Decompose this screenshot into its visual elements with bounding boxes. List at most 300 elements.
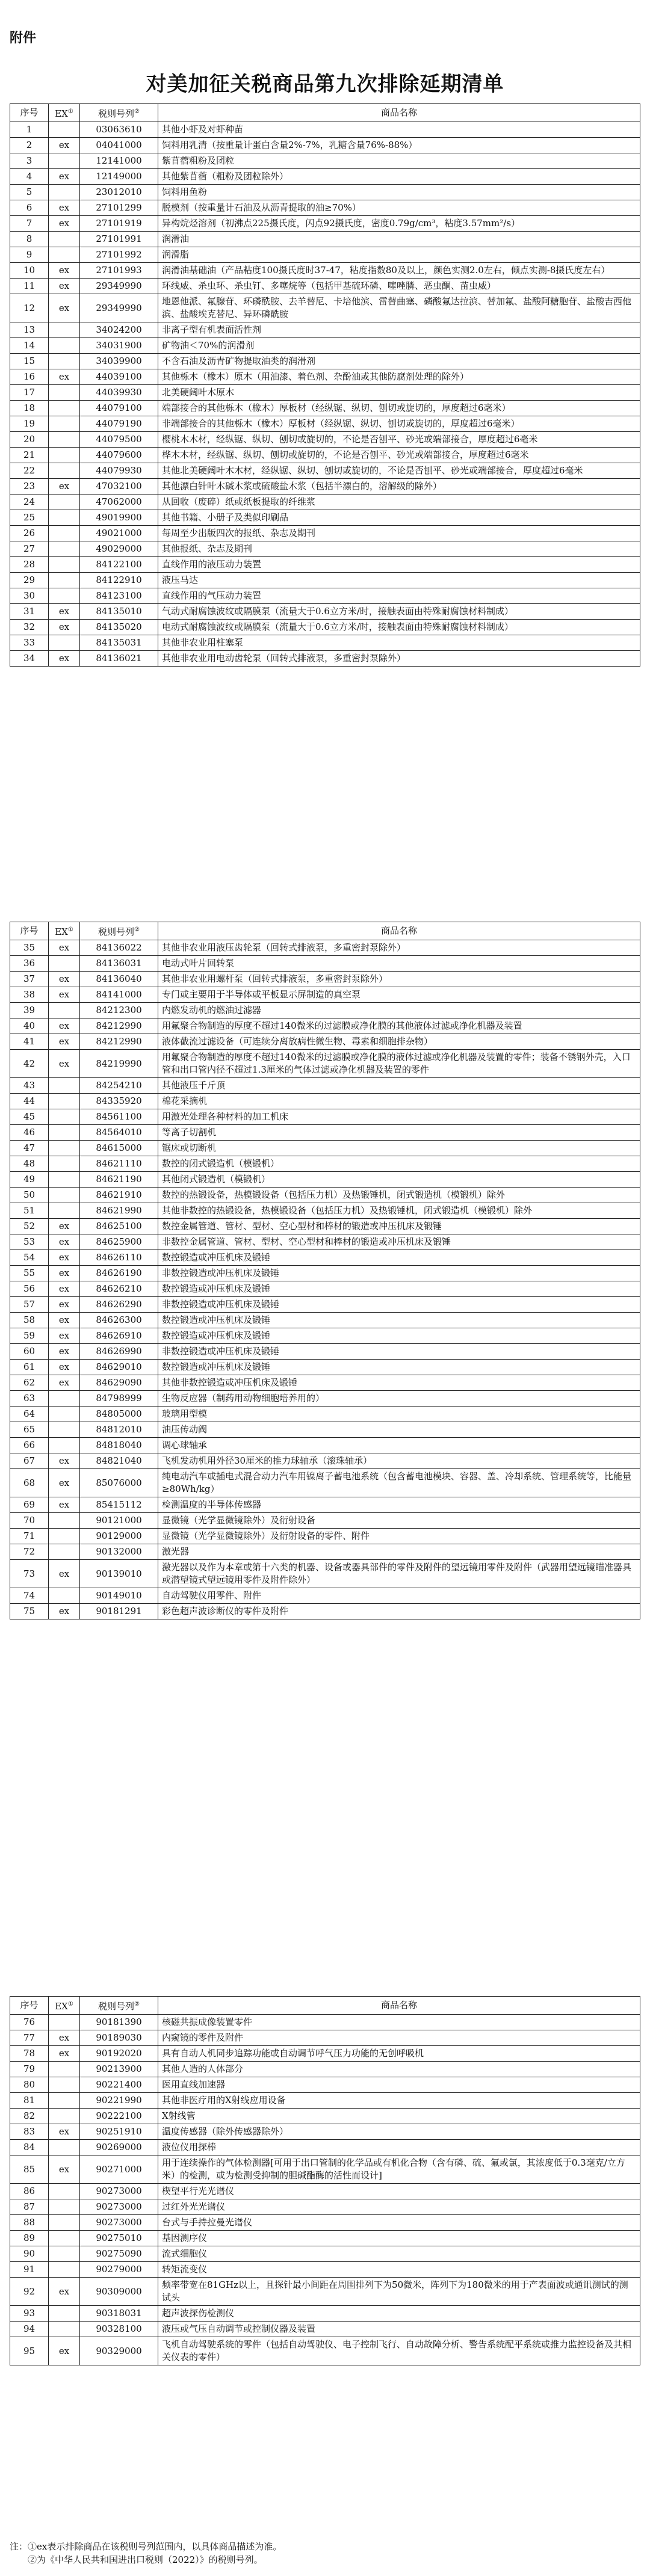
- column-header-no: [10, 922, 49, 940]
- row-number: 54: [10, 1250, 49, 1266]
- row-ex-flag: [49, 2231, 80, 2246]
- row-product-name: 飞机发动机用外径30厘米的推力球轴承（滚珠轴承）: [158, 1453, 640, 1469]
- row-number: 68: [10, 1469, 49, 1497]
- table-row: [10, 479, 640, 495]
- row-number: 51: [10, 1203, 49, 1219]
- row-number: 17: [10, 385, 49, 401]
- row-product-name: 地恩他派、氟腺苷、环磷酰胺、去羊替尼、卡培他滨、雷替曲塞、磷酸氟达拉滨、替加氟、盐酸阿糖胞苷、盐酸吉西他滨、盐酸埃克替尼、异环磷酰胺: [158, 294, 640, 322]
- table-row: [10, 1438, 640, 1453]
- row-tariff-code: 84135010: [80, 604, 158, 620]
- column-header-code-label: 税则号列: [98, 2001, 135, 2012]
- row-number: 79: [10, 2062, 49, 2077]
- row-product-name: 用激光处理各种材料的加工机床: [158, 1109, 640, 1125]
- row-product-name: 数控锻造或冲压机床及锻锤: [158, 1328, 640, 1344]
- row-ex-flag: ex: [49, 2046, 80, 2062]
- row-tariff-code: 84615000: [80, 1141, 158, 1156]
- row-product-name: 其他北美硬阔叶木木材，经纵锯、纵切、刨切或旋切的，不论是否刨平、砂光或端部接合，厚度超过6毫米: [158, 463, 640, 479]
- table-row: [10, 940, 640, 956]
- row-number: 32: [10, 620, 49, 635]
- row-ex-flag: [49, 463, 80, 479]
- table-row: [10, 169, 640, 185]
- row-number: 87: [10, 2199, 49, 2215]
- row-product-name: 具有自动人机同步追踪功能或自动调节呼气压力功能的无创呼吸机: [158, 2046, 640, 2062]
- row-ex-flag: [49, 541, 80, 557]
- table-row: [10, 2077, 640, 2093]
- row-product-name: 激光器以及作为本章或第十六类的机器、设备或器具部件的零件及附件的望远镜用零件及附件（武器用望远镜瞄准器具或潜望镜式望远镜用零件及附件除外）: [158, 1560, 640, 1588]
- row-tariff-code: 27101919: [80, 216, 158, 232]
- row-number: 64: [10, 1407, 49, 1422]
- row-tariff-code: 84254210: [80, 1078, 158, 1094]
- row-ex-flag: ex: [49, 263, 80, 279]
- row-number: 8: [10, 232, 49, 247]
- row-product-name: 锯床或切断机: [158, 1141, 640, 1156]
- row-ex-flag: [49, 1172, 80, 1188]
- table-row: [10, 1513, 640, 1529]
- row-number: 3: [10, 153, 49, 169]
- row-ex-flag: [49, 2184, 80, 2199]
- row-number: 7: [10, 216, 49, 232]
- row-tariff-code: 90213900: [80, 2062, 158, 2077]
- table-row: [10, 2278, 640, 2306]
- row-tariff-code: 84135031: [80, 635, 158, 651]
- row-ex-flag: ex: [49, 1344, 80, 1360]
- row-tariff-code: 27101993: [80, 263, 158, 279]
- column-header-name-label: 商品名称: [380, 107, 417, 118]
- table-row: [10, 2093, 640, 2109]
- row-tariff-code: 12149000: [80, 169, 158, 185]
- table-row: [10, 956, 640, 972]
- row-tariff-code: 90273000: [80, 2199, 158, 2215]
- row-tariff-code: 84136021: [80, 651, 158, 667]
- row-number: 83: [10, 2124, 49, 2140]
- table-row: [10, 557, 640, 573]
- row-product-name: 樱桃木木材，经纵锯、纵切、刨切或旋切的，不论是否刨平、砂光或端部接合，厚度超过6毫米: [158, 432, 640, 448]
- table-row: [10, 1560, 640, 1588]
- column-header-name-label: 商品名称: [380, 925, 417, 936]
- row-product-name: 数控锻造或冲压机床及锻锤: [158, 1281, 640, 1297]
- table-row: [10, 263, 640, 279]
- table-row: [10, 1172, 640, 1188]
- exclusion-table-part-3: [10, 1996, 640, 2365]
- row-tariff-code: 90279000: [80, 2262, 158, 2278]
- row-tariff-code: 44079600: [80, 448, 158, 463]
- table-row: [10, 1422, 640, 1438]
- row-number: 27: [10, 541, 49, 557]
- table-row: [10, 463, 640, 479]
- row-number: 85: [10, 2155, 49, 2184]
- table-row: [10, 972, 640, 987]
- row-ex-flag: [49, 338, 80, 354]
- row-tariff-code: 84621190: [80, 1172, 158, 1188]
- row-tariff-code: 84122910: [80, 573, 158, 588]
- row-ex-flag: [49, 956, 80, 972]
- row-product-name: 显微镜（光学显微镜除外）及衍射设备的零件、附件: [158, 1529, 640, 1544]
- row-ex-flag: [49, 1125, 80, 1141]
- row-tariff-code: 90121000: [80, 1513, 158, 1529]
- row-number: 93: [10, 2306, 49, 2322]
- table-row: [10, 1050, 640, 1078]
- row-ex-flag: ex: [49, 1497, 80, 1513]
- row-product-name: 异构烷烃溶剂（初沸点225摄氏度，闪点92摄氏度，密度0.79g/cm³，粘度3.57mm²/s）: [158, 216, 640, 232]
- row-tariff-code: 84626990: [80, 1344, 158, 1360]
- table-row: [10, 1281, 640, 1297]
- row-tariff-code: 34024200: [80, 322, 158, 338]
- table-row: [10, 2306, 640, 2322]
- table-header-row: [10, 922, 640, 940]
- row-number: 89: [10, 2231, 49, 2246]
- table-row: [10, 1203, 640, 1219]
- row-ex-flag: [49, 495, 80, 510]
- row-ex-flag: [49, 526, 80, 541]
- row-product-name: 玻璃用型模: [158, 1407, 640, 1422]
- row-ex-flag: ex: [49, 2337, 80, 2365]
- row-tariff-code: 44079190: [80, 416, 158, 432]
- row-tariff-code: 84212990: [80, 1034, 158, 1050]
- table-row: [10, 1266, 640, 1281]
- row-tariff-code: 90318031: [80, 2306, 158, 2322]
- row-ex-flag: ex: [49, 1297, 80, 1313]
- row-product-name: 其他书籍、小册子及类似印刷品: [158, 510, 640, 526]
- row-number: 49: [10, 1172, 49, 1188]
- column-header-ex-footnote-mark: ①: [67, 2001, 73, 2007]
- table-row: [10, 2199, 640, 2215]
- table-row: [10, 1219, 640, 1234]
- row-product-name: 彩色超声波诊断仪的零件及附件: [158, 1604, 640, 1619]
- table-row: [10, 1360, 640, 1375]
- row-tariff-code: 84626910: [80, 1328, 158, 1344]
- column-header-ex: [49, 1997, 80, 2015]
- row-tariff-code: 90189030: [80, 2030, 158, 2046]
- row-tariff-code: 84626210: [80, 1281, 158, 1297]
- footnote-2: ②为《中华人民共和国进出口税则（2022）》的税则号列。: [28, 2554, 263, 2565]
- column-header-name: [158, 922, 640, 940]
- row-product-name: 液体截流过滤设备（可连续分离放病性微生物、毒素和细胞排杂物）: [158, 1034, 640, 1050]
- row-tariff-code: 27101299: [80, 200, 158, 216]
- table-row: [10, 510, 640, 526]
- row-number: 35: [10, 940, 49, 956]
- row-ex-flag: ex: [49, 294, 80, 322]
- row-product-name: 北美硬阔叶木原木: [158, 385, 640, 401]
- row-product-name: 生物反应器（制药用动物细胞培养用的）: [158, 1391, 640, 1407]
- table-row: [10, 279, 640, 294]
- row-product-name: 脱模剂（按重量计石油及从沥青提取的油≥70%）: [158, 200, 640, 216]
- row-ex-flag: ex: [49, 369, 80, 385]
- column-header-no-label: 序号: [20, 925, 39, 936]
- row-number: 71: [10, 1529, 49, 1544]
- row-product-name: 数控金属管道、管材、型材、空心型材和棒材的锻造或冲压机床及锻锤: [158, 1219, 640, 1234]
- row-product-name: 检测温度的半导体传感器: [158, 1497, 640, 1513]
- row-product-name: X射线管: [158, 2109, 640, 2124]
- row-number: 46: [10, 1125, 49, 1141]
- row-tariff-code: 84626290: [80, 1297, 158, 1313]
- footnote-1: 注：①ex表示排除商品在该税则号列范围内，以具体商品描述为准。: [10, 2541, 282, 2552]
- row-product-name: 润滑脂: [158, 247, 640, 263]
- table-row: [10, 200, 640, 216]
- row-ex-flag: [49, 2093, 80, 2109]
- row-ex-flag: [49, 2062, 80, 2077]
- table-row: [10, 635, 640, 651]
- row-product-name: 其他非农业用液压齿轮泵（回转式排液泵，多重密封泵除外）: [158, 940, 640, 956]
- row-product-name: 激光器: [158, 1544, 640, 1560]
- table-row: [10, 232, 640, 247]
- column-header-code-label: 税则号列: [98, 926, 135, 937]
- row-ex-flag: [49, 1588, 80, 1604]
- column-header-name-label: 商品名称: [380, 2000, 417, 2011]
- row-tariff-code: 90181291: [80, 1604, 158, 1619]
- row-number: 42: [10, 1050, 49, 1078]
- row-number: 88: [10, 2215, 49, 2231]
- row-product-name: 其他非农业用电动齿轮泵（回转式排液泵，多重密封泵除外）: [158, 651, 640, 667]
- row-number: 4: [10, 169, 49, 185]
- row-tariff-code: 84212990: [80, 1018, 158, 1034]
- row-product-name: 其他小虾及对虾种苗: [158, 122, 640, 138]
- column-header-name: [158, 1997, 640, 2015]
- column-header-no-label: 序号: [20, 107, 39, 118]
- row-tariff-code: 84625900: [80, 1234, 158, 1250]
- row-tariff-code: 49021000: [80, 526, 158, 541]
- row-ex-flag: ex: [49, 620, 80, 635]
- row-product-name: 专门或主要用于半导体或平板显示屏制造的真空泵: [158, 987, 640, 1003]
- row-number: 24: [10, 495, 49, 510]
- table-row: [10, 1391, 640, 1407]
- row-number: 18: [10, 401, 49, 416]
- row-product-name: 每周至少出版四次的报纸、杂志及期刊: [158, 526, 640, 541]
- row-number: 57: [10, 1297, 49, 1313]
- column-header-no: [10, 1997, 49, 2015]
- row-ex-flag: [49, 2322, 80, 2337]
- row-number: 53: [10, 1234, 49, 1250]
- row-ex-flag: [49, 1422, 80, 1438]
- table-row: [10, 541, 640, 557]
- row-ex-flag: ex: [49, 1360, 80, 1375]
- row-tariff-code: 84564010: [80, 1125, 158, 1141]
- row-product-name: 桦木木材，经纵锯、纵切、刨切或旋切的，不论是否刨平、砂光或端部接合，厚度超过6毫米: [158, 448, 640, 463]
- row-tariff-code: 44079500: [80, 432, 158, 448]
- table-row: [10, 2015, 640, 2030]
- row-product-name: 飞机自动驾驶系统的零件（包括自动驾驶仪、电子控制飞行、自动故障分析、警告系统配平系统或推力监控设备及其相关仪表的零件）: [158, 2337, 640, 2365]
- row-ex-flag: [49, 635, 80, 651]
- row-ex-flag: [49, 1391, 80, 1407]
- table-row: [10, 2140, 640, 2155]
- row-tariff-code: 47062000: [80, 495, 158, 510]
- table-row: [10, 1018, 640, 1034]
- row-number: 40: [10, 1018, 49, 1034]
- table-row: [10, 2262, 640, 2278]
- row-number: 94: [10, 2322, 49, 2337]
- row-tariff-code: 84136022: [80, 940, 158, 956]
- row-ex-flag: [49, 1141, 80, 1156]
- row-number: 39: [10, 1003, 49, 1018]
- row-product-name: 核磁共振成像装置零件: [158, 2015, 640, 2030]
- row-ex-flag: [49, 322, 80, 338]
- row-number: 95: [10, 2337, 49, 2365]
- table-row: [10, 1328, 640, 1344]
- row-tariff-code: 84629010: [80, 1360, 158, 1375]
- table-row: [10, 122, 640, 138]
- row-number: 75: [10, 1604, 49, 1619]
- row-tariff-code: 49019900: [80, 510, 158, 526]
- row-tariff-code: 84626190: [80, 1266, 158, 1281]
- document-title: 对美加征关税商品第九次排除延期清单: [146, 72, 504, 96]
- row-product-name: 数控的闭式锻造机（模锻机）: [158, 1156, 640, 1172]
- row-number: 55: [10, 1266, 49, 1281]
- row-ex-flag: [49, 354, 80, 369]
- row-product-name: 其他液压千斤顶: [158, 1078, 640, 1094]
- row-ex-flag: [49, 1438, 80, 1453]
- exclusion-table-part-2: [10, 922, 640, 1619]
- table-row: [10, 401, 640, 416]
- row-ex-flag: [49, 448, 80, 463]
- row-number: 67: [10, 1453, 49, 1469]
- table-row: [10, 416, 640, 432]
- row-ex-flag: [49, 1109, 80, 1125]
- column-header-code-footnote-mark: ②: [134, 108, 140, 115]
- table-row: [10, 526, 640, 541]
- row-number: 47: [10, 1141, 49, 1156]
- row-product-name: 温度传感器（除外传感器除外）: [158, 2124, 640, 2140]
- row-ex-flag: [49, 2215, 80, 2231]
- row-ex-flag: [49, 122, 80, 138]
- row-product-name: 液压或气压自动调节或控制仪器及装置: [158, 2322, 640, 2337]
- row-tariff-code: 84621990: [80, 1203, 158, 1219]
- row-tariff-code: 84821040: [80, 1453, 158, 1469]
- row-tariff-code: 90181390: [80, 2015, 158, 2030]
- row-ex-flag: [49, 401, 80, 416]
- table-row: [10, 322, 640, 338]
- row-number: 13: [10, 322, 49, 338]
- row-number: 62: [10, 1375, 49, 1391]
- row-product-name: 非数控金属管道、管材、型材、空心型材和棒材的锻造或冲压机床及锻锤: [158, 1234, 640, 1250]
- row-tariff-code: 27101992: [80, 247, 158, 263]
- row-number: 63: [10, 1391, 49, 1407]
- table-row: [10, 432, 640, 448]
- row-number: 44: [10, 1094, 49, 1109]
- column-header-code-footnote-mark: ②: [134, 926, 140, 933]
- row-product-name: 流式细胞仪: [158, 2246, 640, 2262]
- table-row: [10, 1497, 640, 1513]
- row-tariff-code: 84629090: [80, 1375, 158, 1391]
- row-product-name: 医用直线加速器: [158, 2077, 640, 2093]
- row-number: 11: [10, 279, 49, 294]
- row-product-name: 其他非数控锻造或冲压机床及锻锤: [158, 1375, 640, 1391]
- row-ex-flag: ex: [49, 1034, 80, 1050]
- row-ex-flag: [49, 2140, 80, 2155]
- table-row: [10, 588, 640, 604]
- column-header-ex-label: EX: [55, 926, 68, 937]
- row-ex-flag: ex: [49, 1050, 80, 1078]
- row-ex-flag: [49, 573, 80, 588]
- table-row: [10, 1544, 640, 1560]
- row-ex-flag: [49, 1203, 80, 1219]
- row-number: 60: [10, 1344, 49, 1360]
- table-row: [10, 604, 640, 620]
- row-number: 74: [10, 1588, 49, 1604]
- row-number: 43: [10, 1078, 49, 1094]
- table-row: [10, 385, 640, 401]
- table-row: [10, 2046, 640, 2062]
- row-ex-flag: [49, 185, 80, 200]
- row-tariff-code: 44079100: [80, 401, 158, 416]
- row-product-name: 显微镜（光学显微镜除外）及衍射设备: [158, 1513, 640, 1529]
- row-product-name: 基因测序仪: [158, 2231, 640, 2246]
- row-number: 25: [10, 510, 49, 526]
- row-tariff-code: 03063610: [80, 122, 158, 138]
- table-row: [10, 369, 640, 385]
- row-tariff-code: 84335920: [80, 1094, 158, 1109]
- row-ex-flag: [49, 2246, 80, 2262]
- row-tariff-code: 27101991: [80, 232, 158, 247]
- row-product-name: 紫苜蓿粗粉及团粒: [158, 153, 640, 169]
- table-row: [10, 354, 640, 369]
- row-ex-flag: [49, 1529, 80, 1544]
- row-product-name: 内燃发动机的燃油过滤器: [158, 1003, 640, 1018]
- row-product-name: 数控锻造或冲压机床及锻锤: [158, 1360, 640, 1375]
- column-header-name: [158, 104, 640, 122]
- row-number: 58: [10, 1313, 49, 1328]
- row-ex-flag: [49, 1156, 80, 1172]
- row-ex-flag: ex: [49, 604, 80, 620]
- row-number: 1: [10, 122, 49, 138]
- row-tariff-code: 85415112: [80, 1497, 158, 1513]
- row-number: 22: [10, 463, 49, 479]
- table-row: [10, 2030, 640, 2046]
- row-tariff-code: 90139010: [80, 1560, 158, 1588]
- row-tariff-code: 84621110: [80, 1156, 158, 1172]
- footnotes: [10, 2540, 640, 2566]
- row-number: 56: [10, 1281, 49, 1297]
- table-row: [10, 1250, 640, 1266]
- row-product-name: 端部接合的其他栎木（橡木）厚板材（经纵锯、纵切、刨切或旋切的，厚度超过6毫米）: [158, 401, 640, 416]
- row-product-name: 其他紫苜蓿（粗粉及团粒除外）: [158, 169, 640, 185]
- row-product-name: 非离子型有机表面活性剂: [158, 322, 640, 338]
- row-number: 28: [10, 557, 49, 573]
- table-row: [10, 2337, 640, 2365]
- row-ex-flag: ex: [49, 1328, 80, 1344]
- row-product-name: 液压马达: [158, 573, 640, 588]
- row-ex-flag: ex: [49, 1018, 80, 1034]
- row-tariff-code: 34039900: [80, 354, 158, 369]
- row-tariff-code: 44039930: [80, 385, 158, 401]
- row-tariff-code: 84141000: [80, 987, 158, 1003]
- table-row: [10, 2215, 640, 2231]
- row-number: 65: [10, 1422, 49, 1438]
- attachment-label: 附件: [10, 31, 37, 46]
- column-header-code: [80, 1997, 158, 2015]
- row-ex-flag: ex: [49, 1266, 80, 1281]
- row-tariff-code: 85076000: [80, 1469, 158, 1497]
- row-tariff-code: 90269000: [80, 2140, 158, 2155]
- row-number: 66: [10, 1438, 49, 1453]
- table-row: [10, 1034, 640, 1050]
- row-ex-flag: [49, 232, 80, 247]
- table-row: [10, 987, 640, 1003]
- row-ex-flag: ex: [49, 479, 80, 495]
- row-tariff-code: 90273000: [80, 2184, 158, 2199]
- row-product-name: 环线威、杀虫环、杀虫钉、多噻烷等（包括甲基硫环磷、噻唑膦、恶虫酮、苗虫威）: [158, 279, 640, 294]
- row-tariff-code: 12141000: [80, 153, 158, 169]
- row-tariff-code: 84626110: [80, 1250, 158, 1266]
- table-row: [10, 247, 640, 263]
- row-tariff-code: 84626300: [80, 1313, 158, 1328]
- row-tariff-code: 90221990: [80, 2093, 158, 2109]
- row-ex-flag: ex: [49, 2155, 80, 2184]
- table-row: [10, 1156, 640, 1172]
- table-row: [10, 216, 640, 232]
- row-tariff-code: 90132000: [80, 1544, 158, 1560]
- row-product-name: 自动驾驶仪用零件、附件: [158, 1588, 640, 1604]
- row-product-name: 电动式叶片回转泵: [158, 956, 640, 972]
- row-product-name: 等离子切割机: [158, 1125, 640, 1141]
